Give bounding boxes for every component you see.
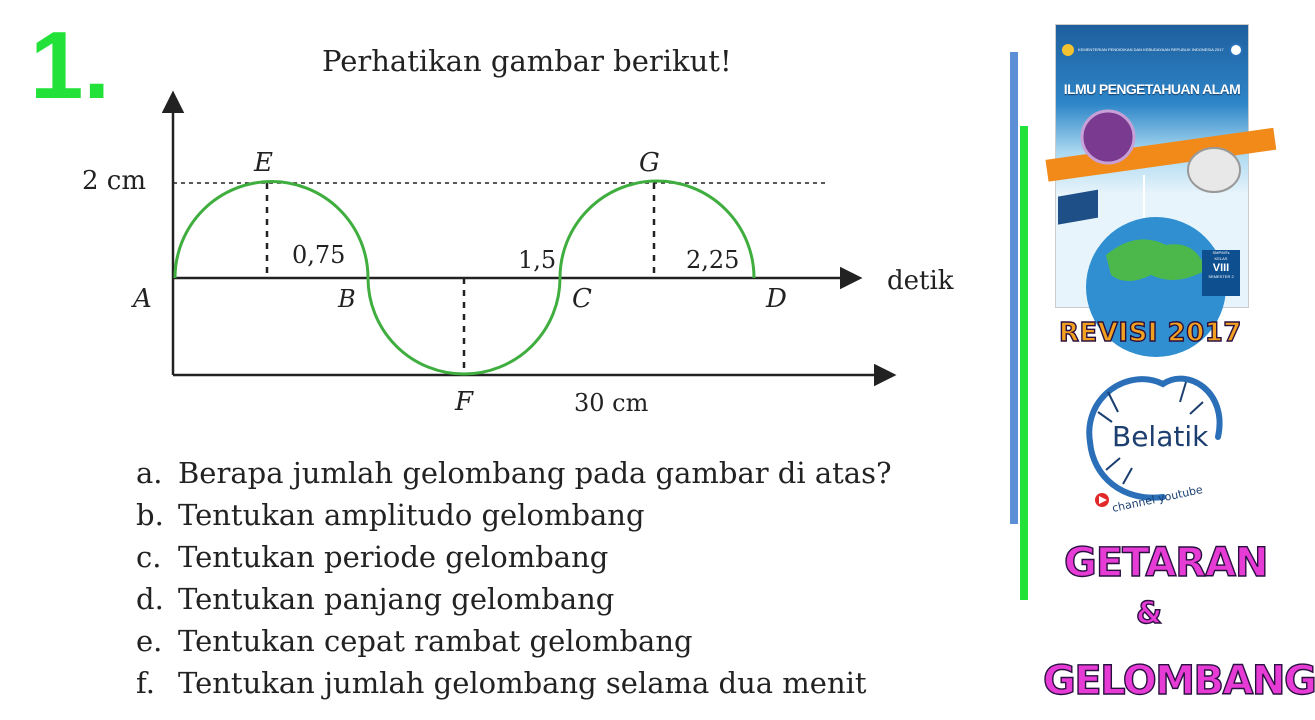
question-text: Tentukan periode gelombang <box>178 540 609 574</box>
topic-ampersand: & <box>1136 596 1163 631</box>
ministry-emblem-icon <box>1062 44 1074 56</box>
axis-label-detik: detik <box>887 266 954 296</box>
question-item <box>136 620 892 662</box>
question-letter: e. <box>136 624 163 658</box>
point-b-label: B <box>338 285 356 313</box>
question-item <box>136 578 892 620</box>
book-grade: VIII <box>1212 262 1230 274</box>
revision-label: REVISI 2017 <box>1059 318 1242 348</box>
amplitude-label: 2 cm <box>82 166 147 196</box>
time-label-0-75: 0,75 <box>292 241 346 269</box>
book-title: ILMU PENGETAHUAN ALAM <box>1063 81 1241 97</box>
point-c-label: C <box>572 284 592 314</box>
topic-line-2: GELOMBANG <box>1043 658 1315 704</box>
wave-diagram <box>0 0 1000 440</box>
divider-blue <box>1010 52 1018 524</box>
question-number: 1. <box>30 12 111 119</box>
satellite-dish-icon <box>1188 148 1240 192</box>
question-letter: d. <box>136 582 164 616</box>
point-f-label: F <box>455 387 474 417</box>
question-item <box>136 452 892 494</box>
question-item <box>136 536 892 578</box>
question-text: Tentukan jumlah gelombang selama dua menit <box>178 666 867 700</box>
logo-subtext: channel youtube <box>1110 483 1204 515</box>
question-text: Berapa jumlah gelombang pada gambar di atas? <box>178 456 892 490</box>
book-grade-badge <box>1202 250 1240 296</box>
curriculum-logo-icon <box>1230 44 1242 56</box>
question-letter: f. <box>136 666 155 700</box>
topic-line-1: GETARAN <box>1064 540 1268 586</box>
chemistry-flasks-icon <box>1082 111 1134 163</box>
divider-green <box>1020 126 1028 600</box>
question-text: Tentukan panjang gelombang <box>178 582 615 616</box>
book-semester: SEMESTER 2 <box>1208 274 1234 279</box>
time-label-2-25: 2,25 <box>686 246 740 274</box>
solar-panel-icon <box>1058 190 1098 225</box>
point-g-label: G <box>639 148 660 178</box>
question-list <box>136 452 892 704</box>
book-publisher: KEMENTERIAN PENDIDIKAN DAN KEBUDAYAAN REPUBLIK INDONESIA 2017 <box>1078 47 1224 52</box>
question-item <box>136 662 892 704</box>
question-letter: a. <box>136 456 163 490</box>
belatik-logo <box>1068 362 1238 532</box>
book-class-label: KELAS <box>1214 256 1228 261</box>
time-label-1-5: 1,5 <box>518 246 557 274</box>
distance-label: 30 cm <box>574 389 649 417</box>
point-d-label: D <box>766 284 787 314</box>
question-text: Tentukan cepat rambat gelombang <box>178 624 693 658</box>
book-level: SMP/MTs <box>1212 250 1230 255</box>
question-letter: c. <box>136 540 162 574</box>
instruction-title: Perhatikan gambar berikut! <box>322 44 732 78</box>
cover-orange-band <box>1046 128 1277 182</box>
question-text: Tentukan amplitudo gelombang <box>178 498 645 532</box>
question-item <box>136 494 892 536</box>
point-e-label: E <box>254 148 273 178</box>
textbook-cover <box>1055 24 1249 308</box>
logo-text: Belatik <box>1112 420 1209 453</box>
point-a-label: A <box>133 284 152 314</box>
question-letter: b. <box>136 498 164 532</box>
